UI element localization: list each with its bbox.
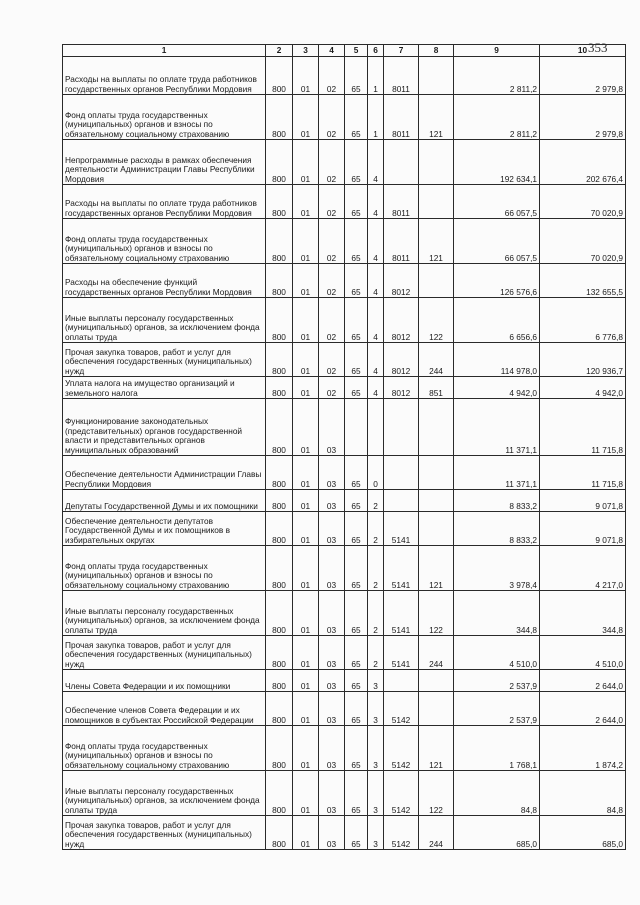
row-name-cell: Обеспечение деятельности депутатов Государственной Думы и их помощников в избирательных округах bbox=[63, 512, 266, 546]
admin-code-cell: 800 bbox=[266, 343, 293, 377]
subsection-code-cell: 03 bbox=[319, 670, 345, 692]
table-header-row bbox=[63, 45, 626, 57]
program-code-cell: 65 bbox=[345, 140, 368, 185]
table-row bbox=[63, 636, 626, 670]
subprogram-code-cell: 4 bbox=[368, 343, 384, 377]
column-header: 7 bbox=[384, 45, 419, 57]
column-header: 6 bbox=[368, 45, 384, 57]
subsection-code-cell: 03 bbox=[319, 399, 345, 456]
table-row bbox=[63, 512, 626, 546]
subprogram-code-cell: 2 bbox=[368, 512, 384, 546]
subprogram-code-cell: 0 bbox=[368, 456, 384, 490]
expense-type-cell: 244 bbox=[419, 343, 454, 377]
admin-code-cell: 800 bbox=[266, 399, 293, 456]
section-code-cell: 01 bbox=[293, 377, 319, 399]
section-code-cell: 01 bbox=[293, 636, 319, 670]
row-name-cell: Прочая закупка товаров, работ и услуг для обеспечения государственных (муниципальных) нужд bbox=[63, 636, 266, 670]
row-name-cell: Уплата налога на имущество организаций и земельного налога bbox=[63, 377, 266, 399]
subsection-code-cell: 03 bbox=[319, 692, 345, 726]
amount-year1-cell: 11 371,1 bbox=[454, 399, 540, 456]
expense-type-cell bbox=[419, 456, 454, 490]
row-name-cell: Иные выплаты персоналу государственных (муниципальных) органов, за исключением фонда оплаты труда bbox=[63, 298, 266, 343]
amount-year1-cell: 2 811,2 bbox=[454, 57, 540, 95]
amount-year1-cell: 4 942,0 bbox=[454, 377, 540, 399]
section-code-cell: 01 bbox=[293, 726, 319, 771]
program-code-cell: 65 bbox=[345, 219, 368, 264]
subprogram-code-cell: 4 bbox=[368, 140, 384, 185]
row-name-cell: Иные выплаты персоналу государственных (муниципальных) органов, за исключением фонда оплаты труда bbox=[63, 771, 266, 816]
subprogram-code-cell: 3 bbox=[368, 771, 384, 816]
program-code-cell: 65 bbox=[345, 490, 368, 512]
direction-code-cell: 8011 bbox=[384, 219, 419, 264]
column-header: 1 bbox=[63, 45, 266, 57]
expense-type-cell: 121 bbox=[419, 726, 454, 771]
subsection-code-cell: 02 bbox=[319, 219, 345, 264]
expense-type-cell: 121 bbox=[419, 219, 454, 264]
expense-type-cell bbox=[419, 512, 454, 546]
table-row bbox=[63, 726, 626, 771]
amount-year1-cell: 11 371,1 bbox=[454, 456, 540, 490]
amount-year2-cell: 9 071,8 bbox=[540, 512, 626, 546]
direction-code-cell: 8012 bbox=[384, 264, 419, 298]
row-name-cell: Фонд оплаты труда государственных (муниципальных) органов и взносы по обязательному социальному страхованию bbox=[63, 95, 266, 140]
direction-code-cell bbox=[384, 670, 419, 692]
table-row bbox=[63, 57, 626, 95]
section-code-cell: 01 bbox=[293, 692, 319, 726]
subprogram-code-cell: 1 bbox=[368, 57, 384, 95]
amount-year1-cell: 4 510,0 bbox=[454, 636, 540, 670]
subprogram-code-cell: 2 bbox=[368, 546, 384, 591]
subsection-code-cell: 03 bbox=[319, 636, 345, 670]
row-name-cell: Иные выплаты персоналу государственных (муниципальных) органов, за исключением фонда оплаты труда bbox=[63, 591, 266, 636]
amount-year2-cell: 70 020,9 bbox=[540, 185, 626, 219]
expense-type-cell: 121 bbox=[419, 95, 454, 140]
table-row bbox=[63, 219, 626, 264]
subsection-code-cell: 02 bbox=[319, 343, 345, 377]
row-name-cell: Фонд оплаты труда государственных (муниципальных) органов и взносы по обязательному социальному страхованию bbox=[63, 219, 266, 264]
amount-year2-cell: 4 510,0 bbox=[540, 636, 626, 670]
section-code-cell: 01 bbox=[293, 670, 319, 692]
subsection-code-cell: 02 bbox=[319, 185, 345, 219]
program-code-cell: 65 bbox=[345, 298, 368, 343]
direction-code-cell: 8012 bbox=[384, 377, 419, 399]
column-header: 4 bbox=[319, 45, 345, 57]
expense-type-cell: 851 bbox=[419, 377, 454, 399]
direction-code-cell: 5142 bbox=[384, 816, 419, 850]
amount-year1-cell: 192 634,1 bbox=[454, 140, 540, 185]
program-code-cell: 65 bbox=[345, 726, 368, 771]
amount-year2-cell: 2 644,0 bbox=[540, 670, 626, 692]
section-code-cell: 01 bbox=[293, 546, 319, 591]
admin-code-cell: 800 bbox=[266, 512, 293, 546]
row-name-cell: Обеспечение членов Совета Федерации и их помощников в субъектах Российской Федерации bbox=[63, 692, 266, 726]
program-code-cell: 65 bbox=[345, 264, 368, 298]
program-code-cell: 65 bbox=[345, 670, 368, 692]
section-code-cell: 01 bbox=[293, 490, 319, 512]
program-code-cell: 65 bbox=[345, 512, 368, 546]
program-code-cell: 65 bbox=[345, 771, 368, 816]
admin-code-cell: 800 bbox=[266, 816, 293, 850]
subsection-code-cell: 02 bbox=[319, 140, 345, 185]
subprogram-code-cell: 4 bbox=[368, 298, 384, 343]
expense-type-cell: 122 bbox=[419, 771, 454, 816]
subprogram-code-cell: 4 bbox=[368, 219, 384, 264]
amount-year2-cell: 202 676,4 bbox=[540, 140, 626, 185]
program-code-cell: 65 bbox=[345, 636, 368, 670]
row-name-cell: Члены Совета Федерации и их помощники bbox=[63, 670, 266, 692]
table-row bbox=[63, 692, 626, 726]
column-header: 8 bbox=[419, 45, 454, 57]
section-code-cell: 01 bbox=[293, 456, 319, 490]
section-code-cell: 01 bbox=[293, 771, 319, 816]
amount-year1-cell: 685,0 bbox=[454, 816, 540, 850]
table-row bbox=[63, 490, 626, 512]
subprogram-code-cell bbox=[368, 399, 384, 456]
row-name-cell: Расходы на выплаты по оплате труда работников государственных органов Республики Мордовия bbox=[63, 57, 266, 95]
amount-year2-cell: 132 655,5 bbox=[540, 264, 626, 298]
amount-year1-cell: 66 057,5 bbox=[454, 185, 540, 219]
subprogram-code-cell: 2 bbox=[368, 490, 384, 512]
row-name-cell: Функционирование законодательных (представительных) органов государственной власти и представительных органов муниципальных образований bbox=[63, 399, 266, 456]
admin-code-cell: 800 bbox=[266, 140, 293, 185]
section-code-cell: 01 bbox=[293, 816, 319, 850]
program-code-cell: 65 bbox=[345, 57, 368, 95]
column-header: 3 bbox=[293, 45, 319, 57]
amount-year1-cell: 8 833,2 bbox=[454, 490, 540, 512]
table-row bbox=[63, 591, 626, 636]
section-code-cell: 01 bbox=[293, 185, 319, 219]
section-code-cell: 01 bbox=[293, 591, 319, 636]
admin-code-cell: 800 bbox=[266, 456, 293, 490]
table-row bbox=[63, 816, 626, 850]
program-code-cell: 65 bbox=[345, 816, 368, 850]
expense-type-cell bbox=[419, 399, 454, 456]
subprogram-code-cell: 2 bbox=[368, 636, 384, 670]
admin-code-cell: 800 bbox=[266, 670, 293, 692]
admin-code-cell: 800 bbox=[266, 264, 293, 298]
amount-year2-cell: 11 715,8 bbox=[540, 399, 626, 456]
row-name-cell: Фонд оплаты труда государственных (муниципальных) органов и взносы по обязательному социальному страхованию bbox=[63, 726, 266, 771]
section-code-cell: 01 bbox=[293, 219, 319, 264]
row-name-cell: Прочая закупка товаров, работ и услуг для обеспечения государственных (муниципальных) нужд bbox=[63, 343, 266, 377]
subsection-code-cell: 03 bbox=[319, 816, 345, 850]
amount-year1-cell: 114 978,0 bbox=[454, 343, 540, 377]
row-name-cell: Расходы на обеспечение функций государственных органов Республики Мордовия bbox=[63, 264, 266, 298]
amount-year1-cell: 2 811,2 bbox=[454, 95, 540, 140]
amount-year2-cell: 70 020,9 bbox=[540, 219, 626, 264]
subprogram-code-cell: 3 bbox=[368, 692, 384, 726]
expense-type-cell: 244 bbox=[419, 816, 454, 850]
program-code-cell: 65 bbox=[345, 377, 368, 399]
table-row bbox=[63, 185, 626, 219]
subprogram-code-cell: 2 bbox=[368, 591, 384, 636]
expense-type-cell bbox=[419, 264, 454, 298]
expense-type-cell: 244 bbox=[419, 636, 454, 670]
amount-year2-cell: 11 715,8 bbox=[540, 456, 626, 490]
subsection-code-cell: 03 bbox=[319, 456, 345, 490]
amount-year2-cell: 84,8 bbox=[540, 771, 626, 816]
program-code-cell: 65 bbox=[345, 343, 368, 377]
amount-year2-cell: 2 644,0 bbox=[540, 692, 626, 726]
table-row bbox=[63, 456, 626, 490]
program-code-cell: 65 bbox=[345, 591, 368, 636]
expense-type-cell bbox=[419, 185, 454, 219]
direction-code-cell: 8012 bbox=[384, 298, 419, 343]
direction-code-cell: 5141 bbox=[384, 636, 419, 670]
direction-code-cell: 8011 bbox=[384, 185, 419, 219]
page-number: 353 bbox=[588, 40, 608, 55]
subprogram-code-cell: 3 bbox=[368, 670, 384, 692]
direction-code-cell bbox=[384, 399, 419, 456]
row-name-cell: Непрограммные расходы в рамках обеспечения деятельности Администрации Главы Республики Мордовия bbox=[63, 140, 266, 185]
subsection-code-cell: 02 bbox=[319, 264, 345, 298]
subsection-code-cell: 03 bbox=[319, 771, 345, 816]
amount-year1-cell: 3 978,4 bbox=[454, 546, 540, 591]
program-code-cell: 65 bbox=[345, 185, 368, 219]
program-code-cell: 65 bbox=[345, 95, 368, 140]
table-row bbox=[63, 670, 626, 692]
admin-code-cell: 800 bbox=[266, 490, 293, 512]
direction-code-cell: 5142 bbox=[384, 692, 419, 726]
section-code-cell: 01 bbox=[293, 298, 319, 343]
amount-year1-cell: 126 576,6 bbox=[454, 264, 540, 298]
amount-year1-cell: 344,8 bbox=[454, 591, 540, 636]
section-code-cell: 01 bbox=[293, 512, 319, 546]
direction-code-cell: 8012 bbox=[384, 343, 419, 377]
amount-year2-cell: 120 936,7 bbox=[540, 343, 626, 377]
row-name-cell: Фонд оплаты труда государственных (муниципальных) органов и взносы по обязательному социальному страхованию bbox=[63, 546, 266, 591]
admin-code-cell: 800 bbox=[266, 185, 293, 219]
table-row bbox=[63, 377, 626, 399]
budget-table bbox=[62, 44, 626, 850]
amount-year2-cell: 6 776,8 bbox=[540, 298, 626, 343]
amount-year2-cell: 2 979,8 bbox=[540, 95, 626, 140]
amount-year1-cell: 1 768,1 bbox=[454, 726, 540, 771]
column-header: 5 bbox=[345, 45, 368, 57]
program-code-cell: 65 bbox=[345, 692, 368, 726]
direction-code-cell: 8011 bbox=[384, 57, 419, 95]
expense-type-cell bbox=[419, 57, 454, 95]
section-code-cell: 01 bbox=[293, 343, 319, 377]
amount-year1-cell: 8 833,2 bbox=[454, 512, 540, 546]
column-header: 10 bbox=[540, 45, 626, 57]
table-body bbox=[63, 57, 626, 850]
subsection-code-cell: 03 bbox=[319, 591, 345, 636]
table-row bbox=[63, 771, 626, 816]
admin-code-cell: 800 bbox=[266, 726, 293, 771]
subprogram-code-cell: 4 bbox=[368, 264, 384, 298]
section-code-cell: 01 bbox=[293, 140, 319, 185]
subprogram-code-cell: 3 bbox=[368, 816, 384, 850]
program-code-cell: 65 bbox=[345, 456, 368, 490]
section-code-cell: 01 bbox=[293, 264, 319, 298]
direction-code-cell: 5142 bbox=[384, 771, 419, 816]
direction-code-cell: 8011 bbox=[384, 95, 419, 140]
subsection-code-cell: 02 bbox=[319, 95, 345, 140]
admin-code-cell: 800 bbox=[266, 377, 293, 399]
expense-type-cell bbox=[419, 140, 454, 185]
direction-code-cell: 5141 bbox=[384, 512, 419, 546]
subprogram-code-cell: 1 bbox=[368, 95, 384, 140]
subprogram-code-cell: 4 bbox=[368, 185, 384, 219]
admin-code-cell: 800 bbox=[266, 591, 293, 636]
amount-year1-cell: 2 537,9 bbox=[454, 692, 540, 726]
column-header: 2 bbox=[266, 45, 293, 57]
amount-year2-cell: 344,8 bbox=[540, 591, 626, 636]
table-row bbox=[63, 140, 626, 185]
admin-code-cell: 800 bbox=[266, 636, 293, 670]
program-code-cell: 65 bbox=[345, 546, 368, 591]
admin-code-cell: 800 bbox=[266, 298, 293, 343]
subsection-code-cell: 02 bbox=[319, 298, 345, 343]
expense-type-cell bbox=[419, 670, 454, 692]
admin-code-cell: 800 bbox=[266, 95, 293, 140]
section-code-cell: 01 bbox=[293, 57, 319, 95]
row-name-cell: Прочая закупка товаров, работ и услуг для обеспечения государственных (муниципальных) нужд bbox=[63, 816, 266, 850]
direction-code-cell: 5142 bbox=[384, 726, 419, 771]
direction-code-cell bbox=[384, 490, 419, 512]
subsection-code-cell: 02 bbox=[319, 57, 345, 95]
amount-year2-cell: 4 217,0 bbox=[540, 546, 626, 591]
subprogram-code-cell: 3 bbox=[368, 726, 384, 771]
direction-code-cell bbox=[384, 456, 419, 490]
amount-year2-cell: 1 874,2 bbox=[540, 726, 626, 771]
section-code-cell: 01 bbox=[293, 95, 319, 140]
subsection-code-cell: 03 bbox=[319, 490, 345, 512]
subsection-code-cell: 03 bbox=[319, 512, 345, 546]
table-row bbox=[63, 546, 626, 591]
admin-code-cell: 800 bbox=[266, 692, 293, 726]
direction-code-cell bbox=[384, 140, 419, 185]
amount-year1-cell: 6 656,6 bbox=[454, 298, 540, 343]
admin-code-cell: 800 bbox=[266, 771, 293, 816]
subsection-code-cell: 03 bbox=[319, 546, 345, 591]
table-row bbox=[63, 343, 626, 377]
table-row bbox=[63, 298, 626, 343]
expense-type-cell: 121 bbox=[419, 546, 454, 591]
amount-year1-cell: 84,8 bbox=[454, 771, 540, 816]
amount-year2-cell: 9 071,8 bbox=[540, 490, 626, 512]
amount-year1-cell: 2 537,9 bbox=[454, 670, 540, 692]
table-row bbox=[63, 264, 626, 298]
admin-code-cell: 800 bbox=[266, 219, 293, 264]
program-code-cell bbox=[345, 399, 368, 456]
column-header: 9 bbox=[454, 45, 540, 57]
amount-year2-cell: 4 942,0 bbox=[540, 377, 626, 399]
expense-type-cell bbox=[419, 692, 454, 726]
row-name-cell: Депутаты Государственной Думы и их помощники bbox=[63, 490, 266, 512]
row-name-cell: Расходы на выплаты по оплате труда работников государственных органов Республики Мордовия bbox=[63, 185, 266, 219]
expense-type-cell: 122 bbox=[419, 591, 454, 636]
subprogram-code-cell: 4 bbox=[368, 377, 384, 399]
admin-code-cell: 800 bbox=[266, 57, 293, 95]
subsection-code-cell: 03 bbox=[319, 726, 345, 771]
section-code-cell: 01 bbox=[293, 399, 319, 456]
expense-type-cell bbox=[419, 490, 454, 512]
subsection-code-cell: 02 bbox=[319, 377, 345, 399]
amount-year1-cell: 66 057,5 bbox=[454, 219, 540, 264]
direction-code-cell: 5141 bbox=[384, 546, 419, 591]
table-row bbox=[63, 399, 626, 456]
admin-code-cell: 800 bbox=[266, 546, 293, 591]
expense-type-cell: 122 bbox=[419, 298, 454, 343]
row-name-cell: Обеспечение деятельности Администрации Главы Республики Мордовия bbox=[63, 456, 266, 490]
amount-year2-cell: 2 979,8 bbox=[540, 57, 626, 95]
amount-year2-cell: 685,0 bbox=[540, 816, 626, 850]
direction-code-cell: 5141 bbox=[384, 591, 419, 636]
table-row bbox=[63, 95, 626, 140]
